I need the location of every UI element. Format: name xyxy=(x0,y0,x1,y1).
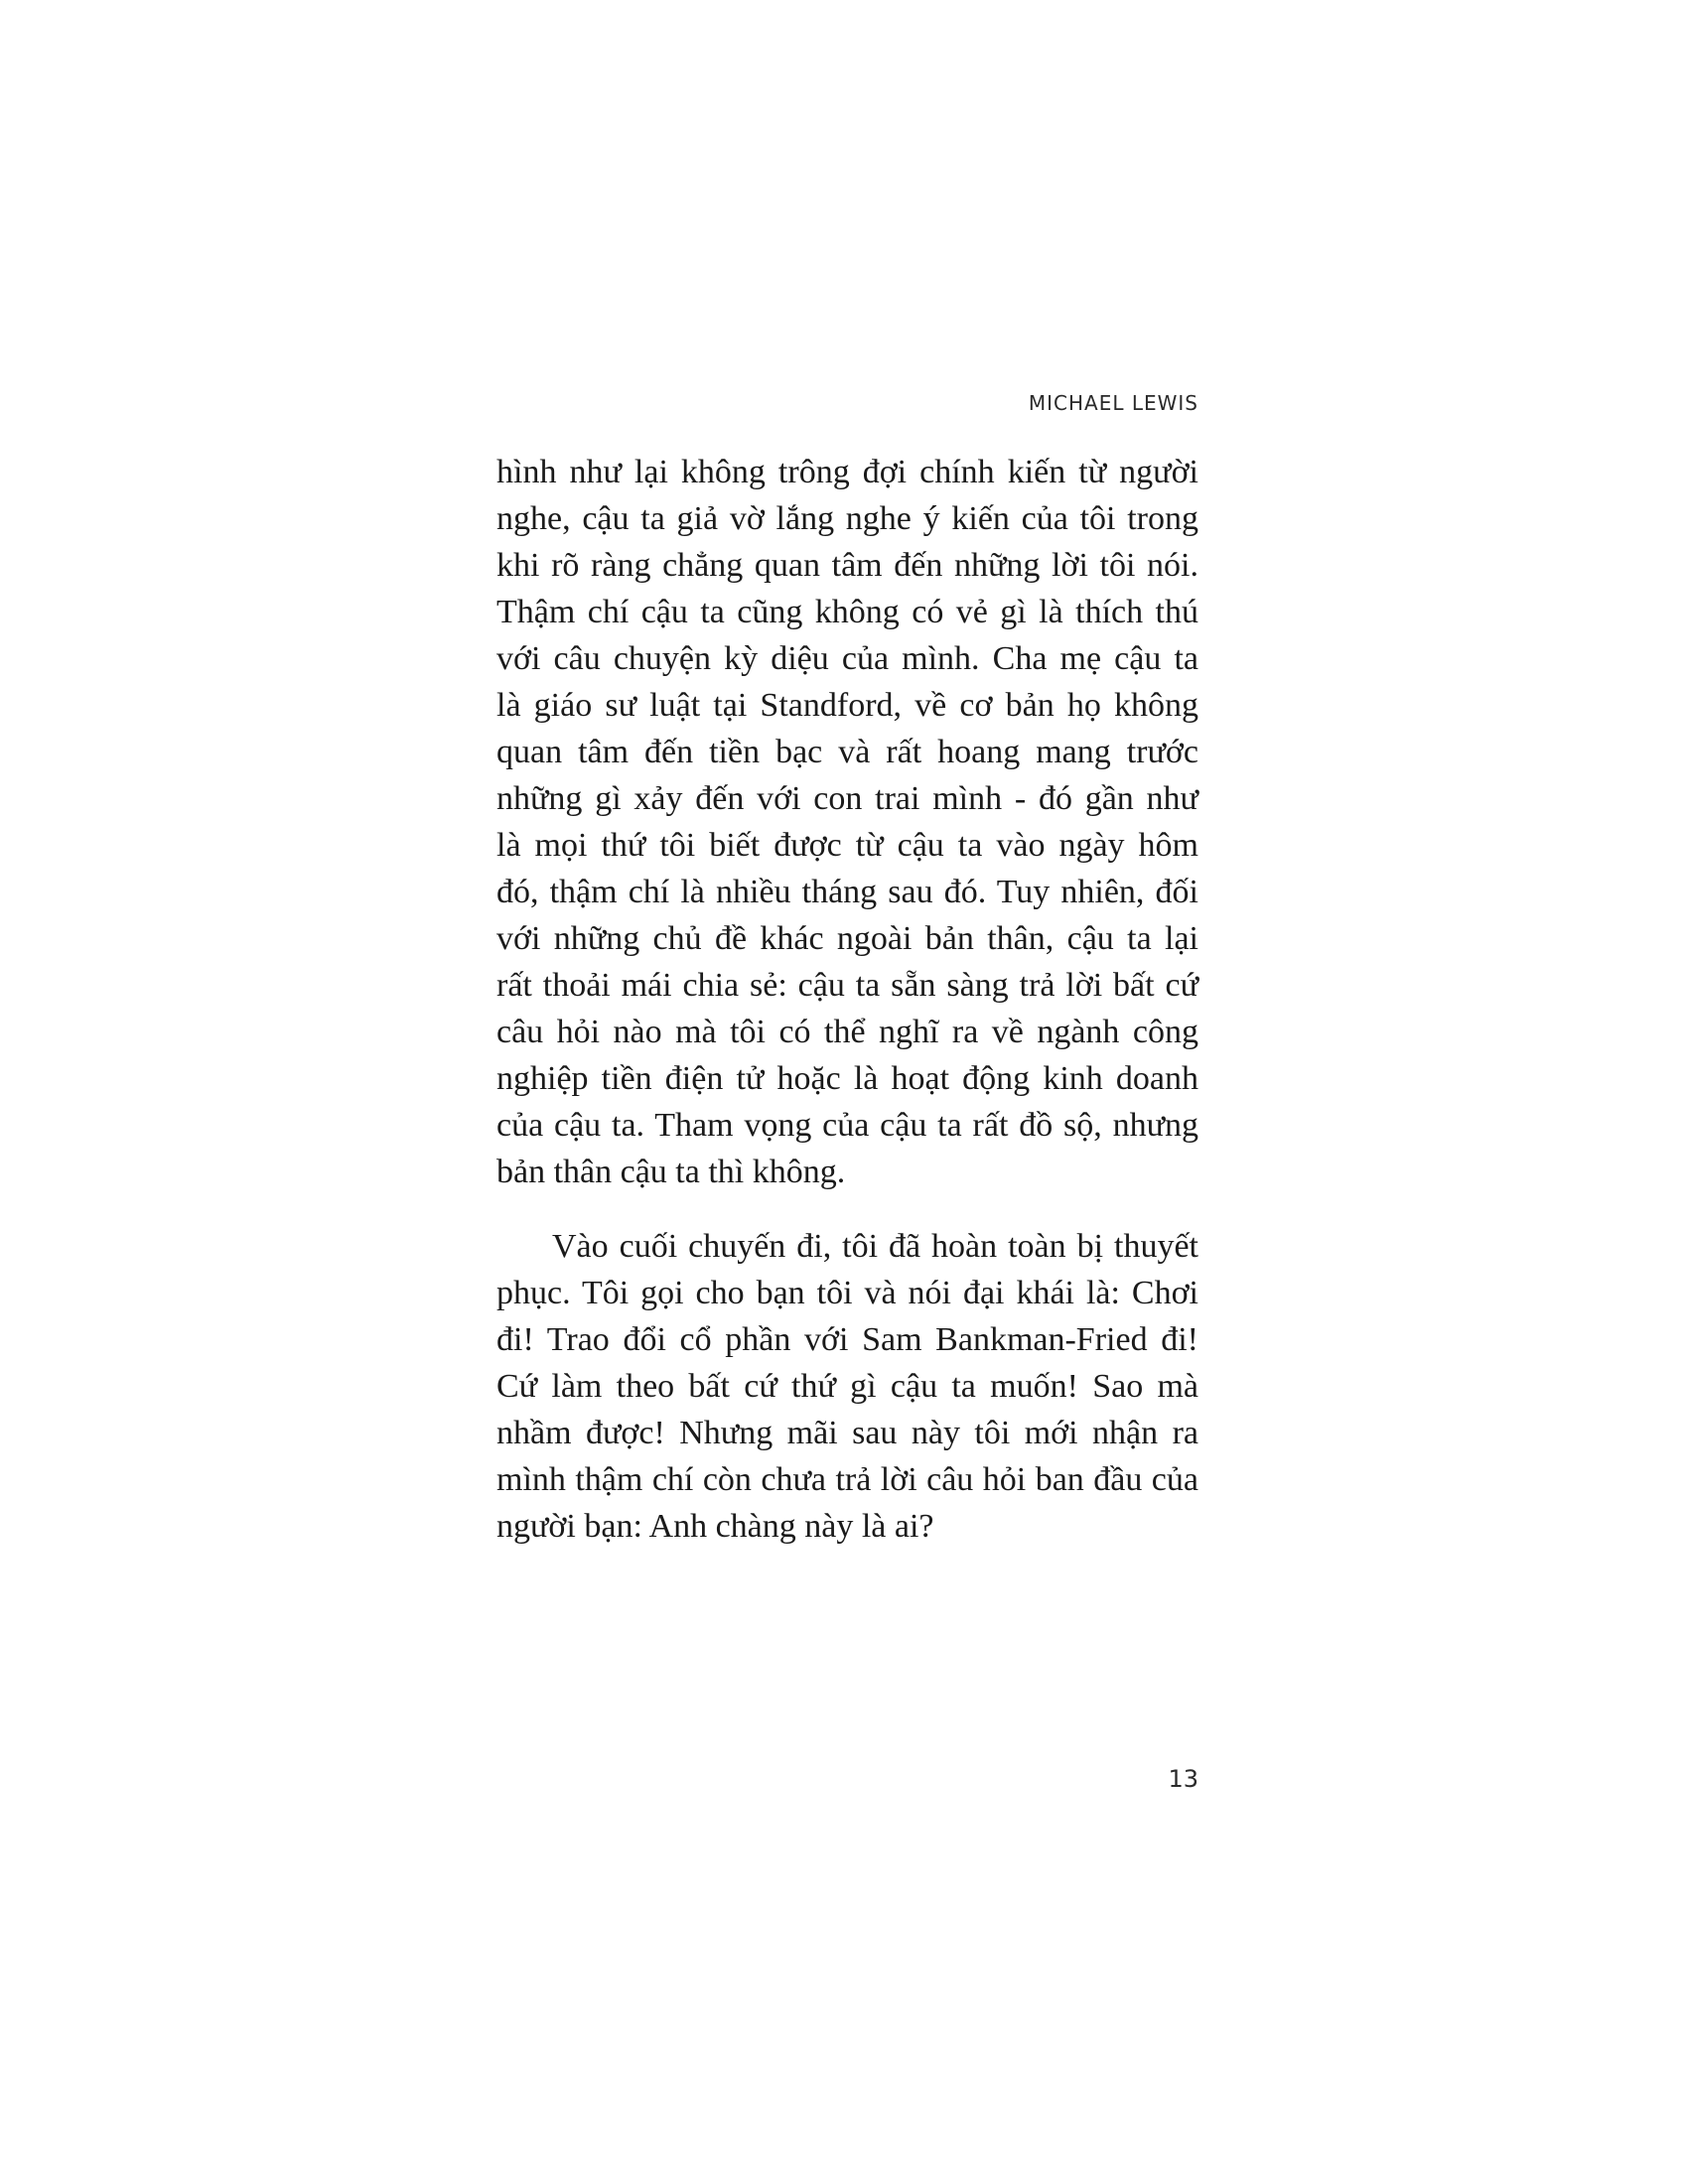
text-line: đó, thậm chí là nhiều tháng sau đó. Tuy nhiên, đối xyxy=(496,874,1198,910)
text-line: người bạn: Anh chàng này là ai? xyxy=(496,1508,934,1545)
text-line: quan tâm đến tiền bạc và rất hoang mang trước xyxy=(496,734,1198,770)
text-line: bản thân cậu ta thì không. xyxy=(496,1154,846,1190)
text-line: mình thậm chí còn chưa trả lời câu hỏi ban đầu của xyxy=(496,1461,1198,1498)
text-line: phục. Tôi gọi cho bạn tôi và nói đại khái là: Chơi xyxy=(496,1275,1198,1311)
text-line: Vào cuối chuyến đi, tôi đã hoàn toàn bị thuyết xyxy=(552,1228,1198,1265)
text-line: nghe, cậu ta giả vờ lắng nghe ý kiến của tôi trong xyxy=(496,500,1198,537)
text-line: những gì xảy đến với con trai mình - đó gần như xyxy=(496,780,1198,817)
paragraph-1 xyxy=(496,449,1198,1195)
text-line: câu hỏi nào mà tôi có thể nghĩ ra về ngành công xyxy=(496,1014,1198,1050)
text-line: là giáo sư luật tại Standford, về cơ bản họ không xyxy=(496,687,1198,724)
text-line: đi! Trao đổi cổ phần với Sam Bankman-Fried đi! xyxy=(496,1321,1198,1358)
paragraph-2 xyxy=(496,1223,1198,1550)
text-line: nghiệp tiền điện tử hoặc là hoạt động kinh doanh xyxy=(496,1060,1198,1097)
running-header: MICHAEL LEWIS xyxy=(1028,391,1198,415)
text-line: với những chủ đề khác ngoài bản thân, cậu ta lại xyxy=(496,920,1198,957)
text-line: của cậu ta. Tham vọng của cậu ta rất đồ sộ, nhưng xyxy=(496,1107,1198,1144)
text-line: Thậm chí cậu ta cũng không có vẻ gì là thích thú xyxy=(496,594,1198,630)
text-line: rất thoải mái chia sẻ: cậu ta sẵn sàng trả lời bất cứ xyxy=(496,967,1198,1004)
body-text xyxy=(496,449,1198,1550)
page-number: 13 xyxy=(1168,1765,1198,1793)
text-line: hình như lại không trông đợi chính kiến từ người xyxy=(496,454,1198,490)
text-line: khi rõ ràng chẳng quan tâm đến những lời tôi nói. xyxy=(496,547,1198,584)
text-line: với câu chuyện kỳ diệu của mình. Cha mẹ cậu ta xyxy=(496,640,1198,677)
text-line: Cứ làm theo bất cứ thứ gì cậu ta muốn! Sao mà xyxy=(496,1368,1198,1405)
text-line: nhầm được! Nhưng mãi sau này tôi mới nhận ra xyxy=(496,1415,1198,1451)
text-line: là mọi thứ tôi biết được từ cậu ta vào ngày hôm xyxy=(496,827,1198,864)
